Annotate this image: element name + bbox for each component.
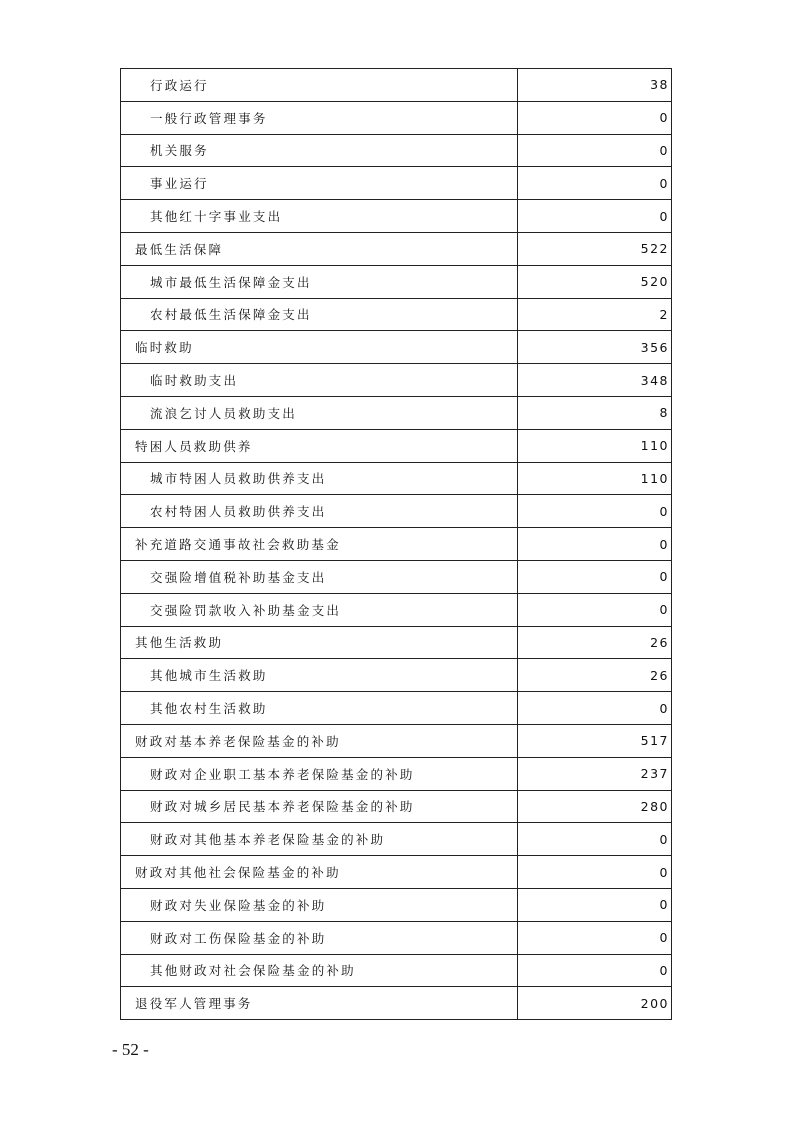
table-row [121, 659, 672, 692]
row-value: 0 [518, 692, 672, 725]
row-value: 522 [518, 232, 672, 265]
row-value: 0 [518, 888, 672, 921]
budget-table [120, 68, 672, 1020]
page-number: - 52 - [112, 1040, 149, 1059]
table-row [121, 232, 672, 265]
row-name: 交强险罚款收入补助基金支出 [121, 593, 518, 626]
row-value: 8 [518, 396, 672, 429]
row-value: 0 [518, 495, 672, 528]
row-name: 财政对工伤保险基金的补助 [121, 921, 518, 954]
table-row [121, 692, 672, 725]
table-row [121, 167, 672, 200]
row-name: 财政对其他基本养老保险基金的补助 [121, 823, 518, 856]
row-name: 其他财政对社会保险基金的补助 [121, 954, 518, 987]
row-value: 0 [518, 528, 672, 561]
row-value: 26 [518, 626, 672, 659]
row-name: 退役军人管理事务 [121, 987, 518, 1020]
row-value: 520 [518, 265, 672, 298]
row-value: 280 [518, 790, 672, 823]
table-body [121, 69, 672, 1020]
row-value: 0 [518, 101, 672, 134]
row-name: 机关服务 [121, 134, 518, 167]
table-row [121, 101, 672, 134]
row-value: 0 [518, 167, 672, 200]
table-row [121, 790, 672, 823]
row-name: 最低生活保障 [121, 232, 518, 265]
row-name: 财政对基本养老保险基金的补助 [121, 724, 518, 757]
table-row [121, 528, 672, 561]
row-name: 其他农村生活救助 [121, 692, 518, 725]
row-name: 农村特困人员救助供养支出 [121, 495, 518, 528]
table-row [121, 888, 672, 921]
row-name: 财政对企业职工基本养老保险基金的补助 [121, 757, 518, 790]
row-value: 0 [518, 954, 672, 987]
row-name: 财政对失业保险基金的补助 [121, 888, 518, 921]
table-row [121, 134, 672, 167]
row-value: 517 [518, 724, 672, 757]
row-value: 0 [518, 134, 672, 167]
table-row [121, 560, 672, 593]
row-name: 特困人员救助供养 [121, 429, 518, 462]
table-row [121, 626, 672, 659]
row-value: 348 [518, 364, 672, 397]
row-value: 200 [518, 987, 672, 1020]
row-name: 临时救助 [121, 331, 518, 364]
row-value: 0 [518, 200, 672, 233]
table-row [121, 298, 672, 331]
table-row [121, 954, 672, 987]
table-row [121, 724, 672, 757]
row-value: 26 [518, 659, 672, 692]
table-row [121, 265, 672, 298]
table-row [121, 200, 672, 233]
table-row [121, 69, 672, 102]
row-value: 110 [518, 429, 672, 462]
row-name: 一般行政管理事务 [121, 101, 518, 134]
row-name: 行政运行 [121, 69, 518, 102]
row-name: 临时救助支出 [121, 364, 518, 397]
table-row [121, 462, 672, 495]
row-name: 交强险增值税补助基金支出 [121, 560, 518, 593]
row-name: 其他城市生活救助 [121, 659, 518, 692]
row-value: 356 [518, 331, 672, 364]
row-value: 38 [518, 69, 672, 102]
table-row [121, 429, 672, 462]
row-name: 城市特困人员救助供养支出 [121, 462, 518, 495]
row-value: 110 [518, 462, 672, 495]
table-row [121, 495, 672, 528]
table-row [121, 987, 672, 1020]
row-value: 237 [518, 757, 672, 790]
row-name: 其他生活救助 [121, 626, 518, 659]
row-value: 2 [518, 298, 672, 331]
row-value: 0 [518, 856, 672, 889]
row-value: 0 [518, 560, 672, 593]
row-name: 事业运行 [121, 167, 518, 200]
table-row [121, 856, 672, 889]
table-row [121, 593, 672, 626]
row-value: 0 [518, 593, 672, 626]
table-row [121, 331, 672, 364]
row-name: 财政对其他社会保险基金的补助 [121, 856, 518, 889]
row-name: 补充道路交通事故社会救助基金 [121, 528, 518, 561]
row-name: 城市最低生活保障金支出 [121, 265, 518, 298]
row-name: 农村最低生活保障金支出 [121, 298, 518, 331]
row-value: 0 [518, 921, 672, 954]
table-row [121, 396, 672, 429]
table-row [121, 823, 672, 856]
table-row [121, 364, 672, 397]
row-name: 其他红十字事业支出 [121, 200, 518, 233]
row-name: 财政对城乡居民基本养老保险基金的补助 [121, 790, 518, 823]
row-name: 流浪乞讨人员救助支出 [121, 396, 518, 429]
table-row [121, 757, 672, 790]
table-row [121, 921, 672, 954]
row-value: 0 [518, 823, 672, 856]
